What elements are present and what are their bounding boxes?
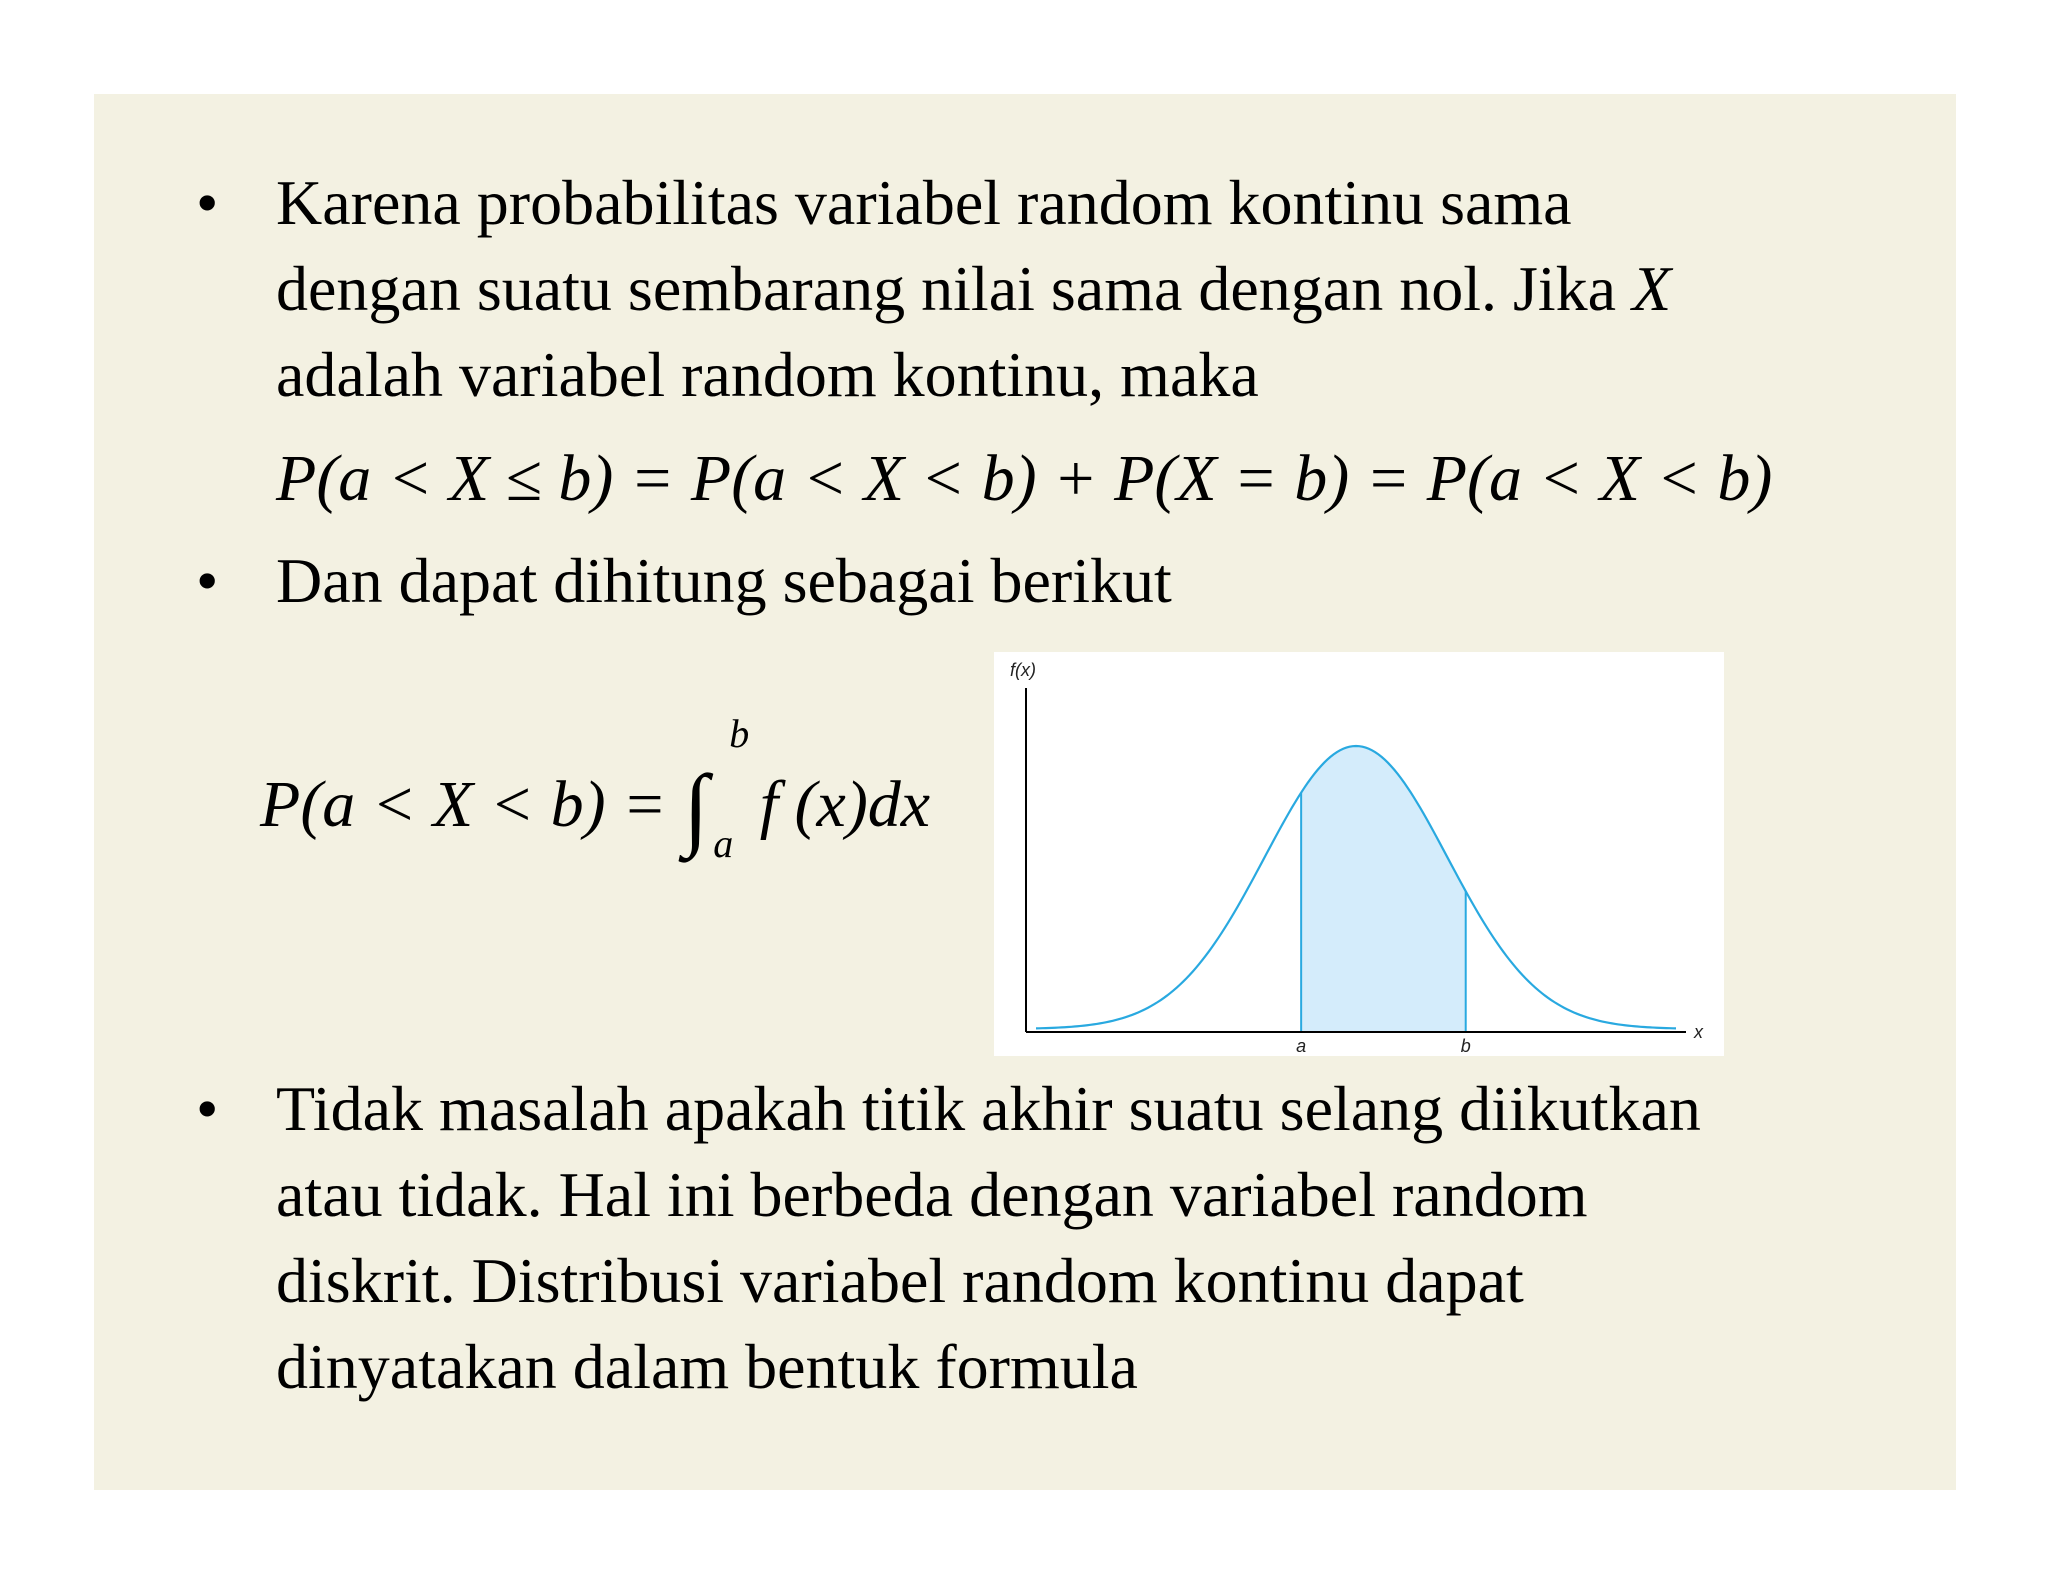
shaded-area-a-to-b	[1301, 746, 1466, 1032]
bullet-1-line-2-wrap	[276, 246, 1671, 332]
x-axis-label: x	[1694, 1022, 1703, 1042]
equation-2	[260, 711, 931, 866]
equation-2-lhs: P(a < X < b) =	[260, 768, 667, 841]
bullet-marker: •	[196, 1073, 219, 1144]
integral-sign	[683, 711, 750, 866]
bullet-1-line-1: Karena probabilitas variabel random kontinu sama	[276, 167, 1572, 238]
equation-2-integrand: f (x)dx	[759, 768, 931, 841]
bullet-2-text	[276, 538, 1172, 624]
bullet-3-line-1: Tidak masalah apakah titik akhir suatu selang diikutkan	[276, 1073, 1701, 1144]
bullet-marker: •	[196, 545, 219, 616]
bullet-3-line-2: atau tidak. Hal ini berbeda dengan variabel random	[276, 1159, 1588, 1230]
bullet-3-line-4: dinyatakan dalam bentuk formula	[276, 1331, 1138, 1402]
bullet-2-line-1: Dan dapat dihitung sebagai berikut	[276, 545, 1172, 616]
bullet-1-line-3: adalah variabel random kontinu, maka	[276, 339, 1259, 410]
integral-upper-limit: b	[729, 711, 750, 756]
equation-1: P(a < X ≤ b) = P(a < X < b) + P(X = b) = P(a < X < b)	[276, 442, 1773, 515]
integral-lower-limit: a	[713, 821, 734, 866]
bullet-3-text	[276, 1066, 1701, 1410]
bullet-1-line-2: dengan suatu sembarang nilai sama dengan nol. Jika	[276, 253, 1617, 324]
tick-label-b: b	[1460, 1036, 1471, 1056]
variable-x: X	[1632, 253, 1672, 324]
bullet-marker: •	[196, 167, 219, 238]
density-chart	[994, 652, 1724, 1056]
bullet-1-text	[276, 160, 1671, 418]
density-figure	[994, 652, 1724, 1056]
tick-label-a: a	[1296, 1036, 1307, 1056]
integral-symbol: ∫	[683, 756, 709, 858]
y-axis-label: f(x)	[1010, 660, 1036, 680]
bullet-3-line-3: diskrit. Distribusi variabel random kontinu dapat	[276, 1245, 1524, 1316]
